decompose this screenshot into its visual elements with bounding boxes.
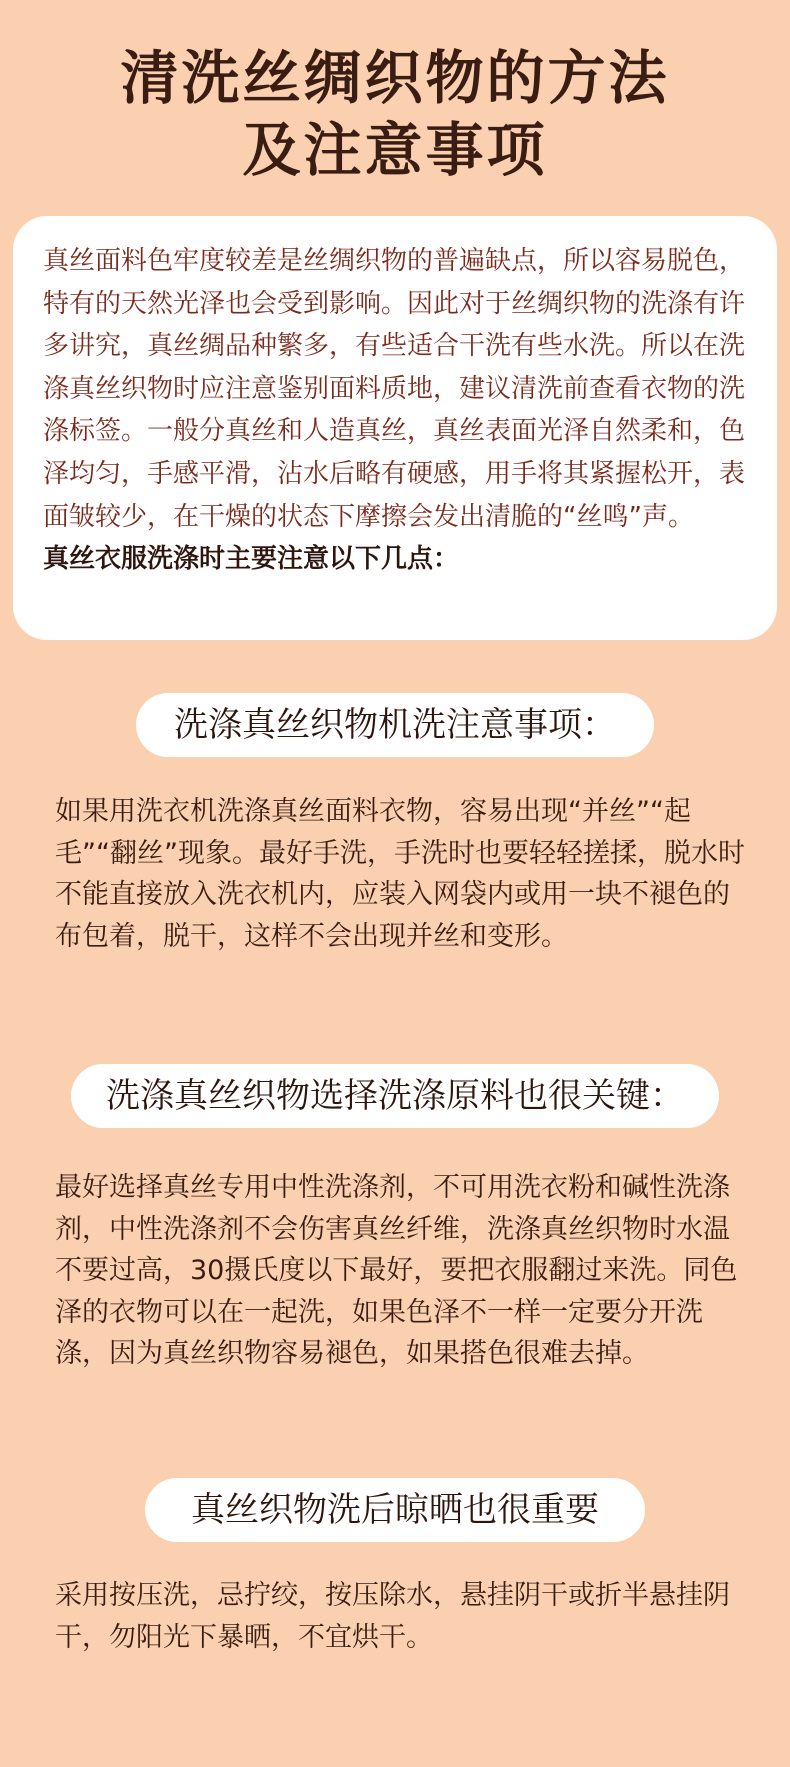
intro-note: 真丝衣服洗涤时主要注意以下几点： xyxy=(43,544,460,575)
section-body-machine-wash: 如果用洗衣机洗涤真丝面料衣物，容易出现“并丝”“起毛”“翻丝”现象。最好手洗，手洗时也要轻轻搓揉，脱水时不能直接放入洗衣机内，应装入网袋内或用一块不褪色的布包着，脱干，这样不会出现并丝和变形。 xyxy=(55,796,745,952)
intro-card xyxy=(13,216,777,640)
section-heading-machine-wash: 洗涤真丝织物机洗注意事项： xyxy=(136,693,654,757)
section-body-detergent: 最好选择真丝专用中性洗涤剂，不可用洗衣粉和碱性洗涤剂，中性洗涤剂不会伤害真丝纤维，洗涤真丝织物时水温不要过高，30摄氏度以下最好，要把衣服翻过来洗。同色泽的衣物可以在一起洗，如果色泽不一样一定要分开洗涤，因为真丝织物容易褪色，如果搭色很难去掉。 xyxy=(55,1172,738,1369)
page-title-line-1: 清洗丝绸织物的方法 xyxy=(120,44,670,112)
page-title-line-2: 及注意事项 xyxy=(242,116,548,184)
page-title xyxy=(0,42,790,186)
section-heading-drying: 真丝织物洗后晾晒也很重要 xyxy=(145,1478,645,1542)
intro-paragraph: 真丝面料色牢度较差是丝绸织物的普遍缺点，所以容易脱色，特有的天然光泽也会受到影响。因此对于丝绸织物的洗涤有许多讲究，真丝绸品种繁多，有些适合干洗有些水洗。所以在洗涤真丝织物时应注意鉴别面料质地，建议清洗前查看衣物的洗涤标签。一般分真丝和人造真丝，真丝表面光泽自然柔和，色泽均匀，手感平滑，沾水后略有硬感，用手将其紧握松开，表面皱较少，在干燥的状态下摩擦会发出清脆的“丝鸣”声。 xyxy=(43,246,746,532)
section-body-drying: 采用按压洗，忌拧绞，按压除水，悬挂阴干或折半悬挂阴干，勿阳光下暴晒，不宜烘干。 xyxy=(55,1580,730,1653)
section-heading-detergent: 洗涤真丝织物选择洗涤原料也很关键： xyxy=(71,1064,719,1128)
